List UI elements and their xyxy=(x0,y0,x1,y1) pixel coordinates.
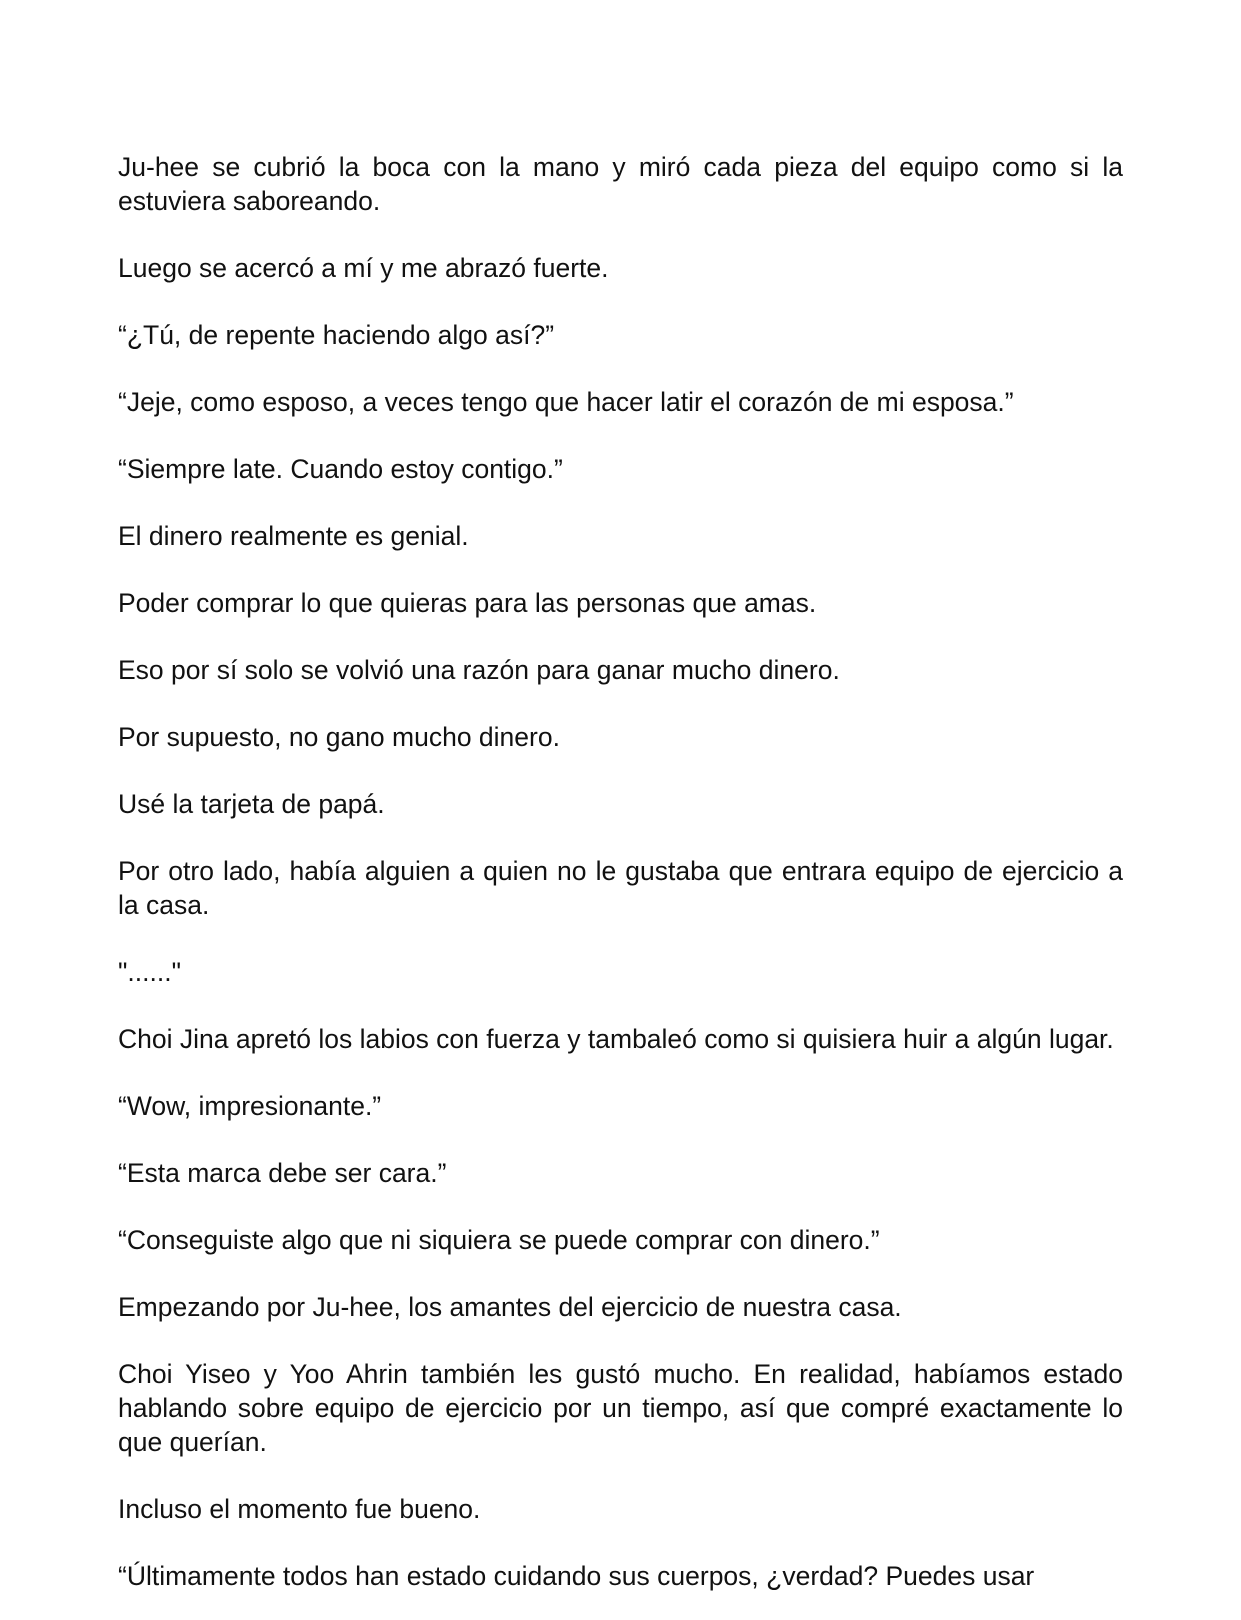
paragraph-4: “Jeje, como esposo, a veces tengo que hacer latir el corazón de mi esposa.” xyxy=(118,387,1014,417)
document-body xyxy=(118,150,1123,1620)
paragraph-16: “Conseguiste algo que ni siquiera se puede comprar con dinero.” xyxy=(118,1225,880,1255)
paragraph-18: Choi Yiseo y Yoo Ahrin también les gustó mucho. En realidad, habíamos estado hablando sobre equipo de ejercicio por un tiempo, así que compré exactamente lo que querían. xyxy=(118,1359,1123,1457)
paragraph-9: Por supuesto, no gano mucho dinero. xyxy=(118,722,560,752)
paragraph-2: Luego se acercó a mí y me abrazó fuerte. xyxy=(118,253,609,283)
paragraph-20: “Últimamente todos han estado cuidando sus cuerpos, ¿verdad? Puedes usar xyxy=(118,1561,1035,1591)
paragraph-7: Poder comprar lo que quieras para las personas que amas. xyxy=(118,588,817,618)
paragraph-6: El dinero realmente es genial. xyxy=(118,521,469,551)
paragraph-11: Por otro lado, había alguien a quien no le gustaba que entrara equipo de ejercicio a la casa. xyxy=(118,856,1123,920)
paragraph-14: “Wow, impresionante.” xyxy=(118,1091,382,1121)
paragraph-1: Ju-hee se cubrió la boca con la mano y miró cada pieza del equipo como si la estuviera saboreando. xyxy=(118,152,1123,216)
paragraph-10: Usé la tarjeta de papá. xyxy=(118,789,385,819)
paragraph-12: "......" xyxy=(118,957,181,987)
paragraph-19: Incluso el momento fue bueno. xyxy=(118,1494,481,1524)
paragraph-17: Empezando por Ju-hee, los amantes del ejercicio de nuestra casa. xyxy=(118,1292,902,1322)
paragraph-3: “¿Tú, de repente haciendo algo así?” xyxy=(118,320,555,350)
paragraph-8: Eso por sí solo se volvió una razón para ganar mucho dinero. xyxy=(118,655,840,685)
paragraph-13: Choi Jina apretó los labios con fuerza y tambaleó como si quisiera huir a algún lugar. xyxy=(118,1024,1114,1054)
paragraph-15: “Esta marca debe ser cara.” xyxy=(118,1158,447,1188)
paragraph-5: “Siempre late. Cuando estoy contigo.” xyxy=(118,454,563,484)
